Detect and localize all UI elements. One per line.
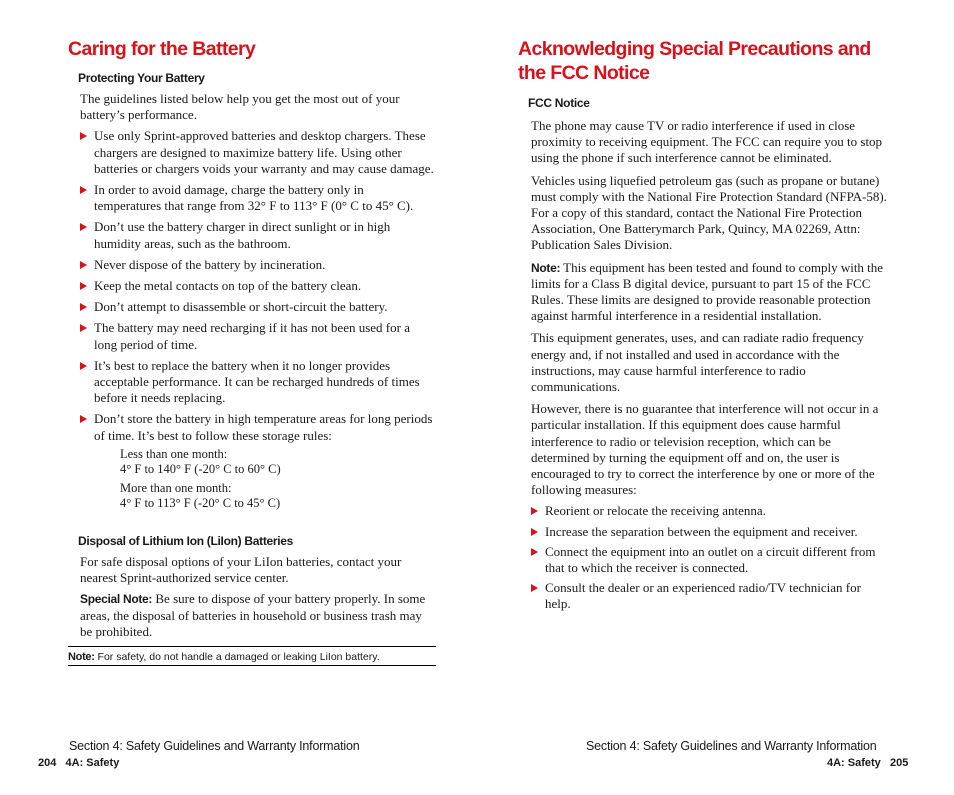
paragraph: Vehicles using liquefied petroleum gas (such as propane or butane) must comply with the National Fire Protection Standard (NFPA-58). For a copy of this standard, contact the National Fire Protection Association, One Batterymarch Park, Quincy, MA 02269, Attn: Publication Sales Division.: [531, 172, 887, 253]
bullet-arrow-icon: [531, 507, 538, 515]
bullet-arrow-icon: [531, 584, 538, 592]
page-title: Acknowledging Special Precautions and the FCC Notice: [518, 38, 871, 84]
disposal-content: [80, 554, 436, 640]
list-item: Increase the separation between the equipment and receiver.: [531, 524, 888, 540]
paragraph: This equipment generates, uses, and can radiate radio frequency energy and, if not installed and used in accordance with the instructions, may cause harmful interference to radio communications.: [531, 330, 864, 395]
list-item: Reorient or relocate the receiving antenna.: [531, 503, 888, 519]
page-title: Caring for the Battery: [68, 38, 256, 60]
bullet-arrow-icon: [80, 324, 87, 332]
bullet-arrow-icon: [80, 132, 87, 140]
note-label: Note:: [68, 651, 95, 663]
bullet-arrow-icon: [531, 548, 538, 556]
bullet-arrow-icon: [80, 223, 87, 231]
protecting-intro: The guidelines listed below help you get the most out of your battery’s performance.: [80, 91, 400, 123]
list-item: The battery may need recharging if it has not been used for a long period of time.: [80, 320, 434, 352]
section-heading-disposal: Disposal of Lithium Ion (LiIon) Batteries: [78, 534, 294, 548]
footer-page-number: 4A: Safety 205: [827, 757, 909, 769]
paragraph: However, there is no guarantee that interference will not occur in a particular installation. If this equipment does cause harmful interference to radio or television reception, which can be determined by turning the equipment off and on, the user is encouraged to try to correct the interference by one or more of the following measures:: [531, 401, 879, 498]
fcc-content: [531, 118, 888, 613]
bullet-arrow-icon: [80, 282, 87, 290]
footer-page-number: 204 4A: Safety: [38, 757, 120, 769]
list-item: Never dispose of the battery by incineration.: [80, 257, 434, 273]
note-label: Note:: [531, 260, 561, 275]
interference-measures-list: [531, 503, 888, 612]
safety-note: [68, 646, 436, 666]
footer-section-title: Section 4: Safety Guidelines and Warranty Information: [586, 739, 877, 753]
list-item: Use only Sprint-approved batteries and desktop chargers. These chargers are designed to maximize battery life. Using other batteries or chargers voids your warranty and may cause damage.: [80, 128, 434, 177]
disposal-intro: For safe disposal options of your LiIon batteries, contact your nearest Sprint-authorized service center.: [80, 554, 402, 586]
paragraph: The phone may cause TV or radio interference if used in close proximity to receiving equipment. The FCC can require you to stop using the phone if such interference cannot be eliminated.: [531, 118, 883, 166]
list-item: In order to avoid damage, charge the battery only in temperatures that range from 32° F to 113° F (0° C to 45° C).: [80, 182, 434, 214]
section-heading-fcc: FCC Notice: [528, 96, 590, 110]
special-note: Special Note: Be sure to dispose of your battery properly. In some areas, the disposal of batteries in household or business trash may be prohibited.: [80, 591, 426, 639]
list-item: Don’t store the battery in high temperature areas for long periods of time. It’s best to follow these storage rules:: [80, 411, 434, 443]
storage-rule: Less than one month: 4° F to 140° F (-20° C to 60° C): [120, 446, 281, 476]
battery-guidelines-list: [80, 128, 434, 443]
list-item: Connect the equipment into an outlet on a circuit different from that to which the receiver is connected.: [531, 544, 888, 576]
special-note-label: Special Note:: [80, 592, 153, 607]
protecting-content: [80, 91, 434, 511]
list-item: Consult the dealer or an experienced radio/TV technician for help.: [531, 580, 888, 612]
bullet-arrow-icon: [80, 415, 87, 423]
bullet-arrow-icon: [531, 528, 538, 536]
list-item: Don’t attempt to disassemble or short-circuit the battery.: [80, 299, 434, 315]
bullet-arrow-icon: [80, 362, 87, 370]
footer-section-title: Section 4: Safety Guidelines and Warranty Information: [69, 739, 360, 753]
section-heading-protecting: Protecting Your Battery: [78, 71, 205, 85]
list-item: It’s best to replace the battery when it no longer provides acceptable performance. It can be recharged hundreds of times before it needs replacing.: [80, 358, 434, 407]
fcc-note: Note: This equipment has been tested and found to comply with the limits for a Class B digital device, pursuant to part 15 of the FCC Rules. These limits are designed to provide reasonable protection against harmful interference in a residential installation.: [531, 259, 884, 324]
bullet-arrow-icon: [80, 186, 87, 194]
storage-rule: More than one month: 4° F to 113° F (-20° C to 45° C): [120, 480, 281, 510]
list-item: Don’t use the battery charger in direct sunlight or in high humidity areas, such as the bathroom.: [80, 219, 434, 251]
note-text: For safety, do not handle a damaged or leaking LiIon battery.: [94, 651, 380, 663]
list-item: Keep the metal contacts on top of the battery clean.: [80, 278, 434, 294]
storage-rules: [120, 447, 434, 511]
bullet-arrow-icon: [80, 303, 87, 311]
bullet-arrow-icon: [80, 261, 87, 269]
